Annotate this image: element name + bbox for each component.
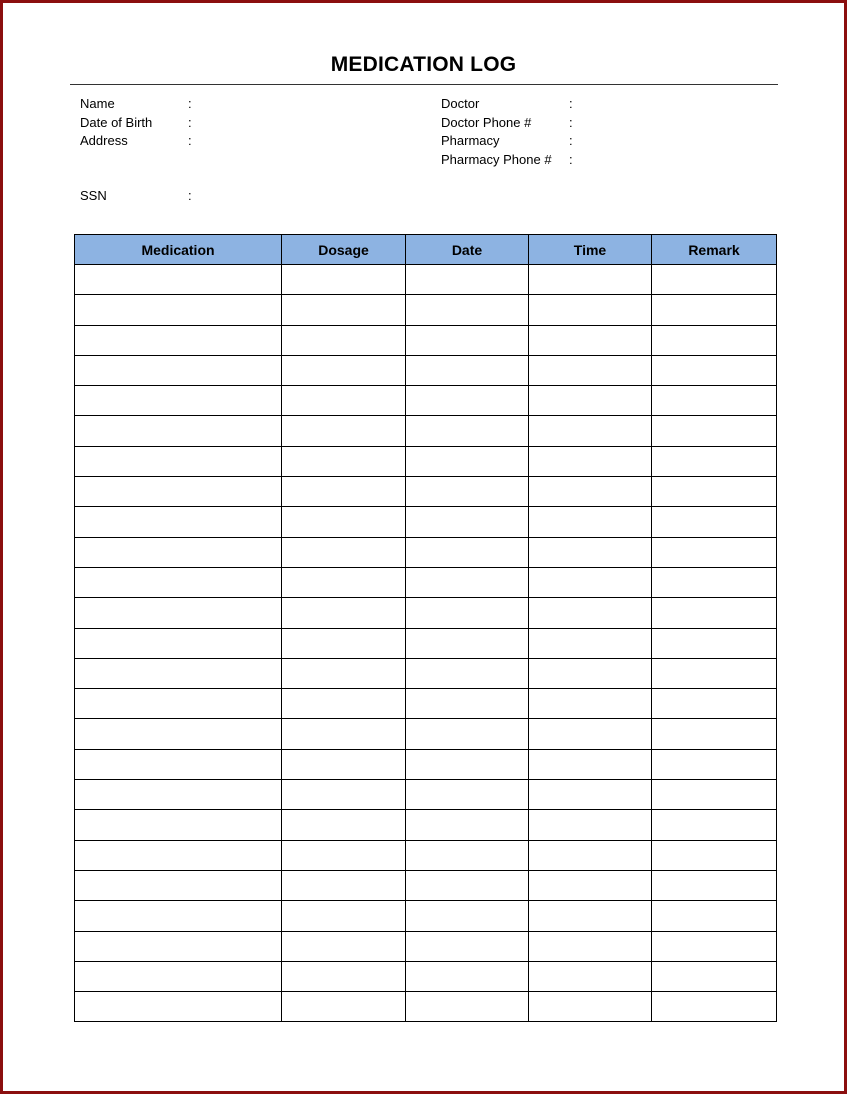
cell-time[interactable]	[529, 355, 652, 385]
table-row	[75, 628, 777, 658]
cell-time[interactable]	[529, 870, 652, 900]
cell-dosage[interactable]	[282, 537, 406, 567]
cell-time[interactable]	[529, 810, 652, 840]
cell-time[interactable]	[529, 537, 652, 567]
address-colon: :	[188, 133, 192, 148]
doctor-phone-colon: :	[569, 115, 573, 130]
cell-time[interactable]	[529, 719, 652, 749]
cell-date[interactable]	[406, 416, 529, 446]
cell-time[interactable]	[529, 749, 652, 779]
ssn-colon: :	[188, 188, 192, 203]
ssn-label: SSN	[80, 188, 107, 203]
cell-date[interactable]	[406, 477, 529, 507]
table-row	[75, 749, 777, 779]
cell-medication[interactable]	[75, 961, 282, 991]
cell-medication[interactable]	[75, 416, 282, 446]
table-row	[75, 870, 777, 900]
cell-time[interactable]	[529, 780, 652, 810]
table-row	[75, 325, 777, 355]
cell-remark[interactable]	[652, 386, 777, 416]
table-header-row	[75, 235, 777, 265]
table-row	[75, 598, 777, 628]
cell-remark[interactable]	[652, 507, 777, 537]
cell-remark[interactable]	[652, 689, 777, 719]
column-header-time: Time	[529, 235, 652, 265]
dob-label: Date of Birth	[80, 115, 153, 130]
cell-remark[interactable]	[652, 901, 777, 931]
cell-time[interactable]	[529, 931, 652, 961]
name-label: Name	[80, 96, 115, 111]
cell-medication[interactable]	[75, 265, 282, 295]
table-row	[75, 265, 777, 295]
cell-medication[interactable]	[75, 295, 282, 325]
table-row	[75, 355, 777, 385]
table-row	[75, 689, 777, 719]
cell-remark[interactable]	[652, 780, 777, 810]
pharmacy-phone-colon: :	[569, 152, 573, 167]
cell-medication[interactable]	[75, 598, 282, 628]
cell-time[interactable]	[529, 628, 652, 658]
doctor-colon: :	[569, 96, 573, 111]
cell-time[interactable]	[529, 992, 652, 1022]
cell-dosage[interactable]	[282, 749, 406, 779]
cell-medication[interactable]	[75, 477, 282, 507]
cell-remark[interactable]	[652, 749, 777, 779]
cell-remark[interactable]	[652, 840, 777, 870]
cell-remark[interactable]	[652, 355, 777, 385]
pharmacy-colon: :	[569, 133, 573, 148]
cell-medication[interactable]	[75, 446, 282, 476]
table-row	[75, 810, 777, 840]
cell-dosage[interactable]	[282, 961, 406, 991]
cell-medication[interactable]	[75, 567, 282, 597]
pharmacy-phone-label: Pharmacy Phone #	[441, 152, 552, 167]
table-row	[75, 477, 777, 507]
cell-dosage[interactable]	[282, 416, 406, 446]
cell-medication[interactable]	[75, 386, 282, 416]
cell-remark[interactable]	[652, 537, 777, 567]
cell-medication[interactable]	[75, 749, 282, 779]
document-title: MEDICATION LOG	[330, 53, 517, 76]
name-colon: :	[188, 96, 192, 111]
cell-remark[interactable]	[652, 416, 777, 446]
table-body	[75, 265, 777, 1022]
cell-dosage[interactable]	[282, 840, 406, 870]
table-row	[75, 507, 777, 537]
table-row	[75, 386, 777, 416]
cell-medication[interactable]	[75, 658, 282, 688]
cell-date[interactable]	[406, 325, 529, 355]
cell-remark[interactable]	[652, 961, 777, 991]
table-row	[75, 446, 777, 476]
pharmacy-label: Pharmacy	[441, 133, 500, 148]
cell-date[interactable]	[406, 870, 529, 900]
cell-time[interactable]	[529, 386, 652, 416]
cell-date[interactable]	[406, 719, 529, 749]
table-row	[75, 780, 777, 810]
table-row	[75, 416, 777, 446]
cell-dosage[interactable]	[282, 810, 406, 840]
cell-medication[interactable]	[75, 628, 282, 658]
cell-date[interactable]	[406, 628, 529, 658]
cell-medication[interactable]	[75, 780, 282, 810]
cell-remark[interactable]	[652, 598, 777, 628]
cell-remark[interactable]	[652, 325, 777, 355]
cell-time[interactable]	[529, 901, 652, 931]
cell-dosage[interactable]	[282, 567, 406, 597]
cell-medication[interactable]	[75, 689, 282, 719]
cell-date[interactable]	[406, 961, 529, 991]
table-row	[75, 901, 777, 931]
cell-dosage[interactable]	[282, 598, 406, 628]
cell-dosage[interactable]	[282, 870, 406, 900]
cell-dosage[interactable]	[282, 628, 406, 658]
table-row	[75, 658, 777, 688]
cell-dosage[interactable]	[282, 265, 406, 295]
cell-time[interactable]	[529, 507, 652, 537]
table-row	[75, 840, 777, 870]
cell-dosage[interactable]	[282, 658, 406, 688]
cell-date[interactable]	[406, 295, 529, 325]
cell-remark[interactable]	[652, 931, 777, 961]
cell-dosage[interactable]	[282, 295, 406, 325]
cell-medication[interactable]	[75, 537, 282, 567]
cell-date[interactable]	[406, 840, 529, 870]
doctor-phone-label: Doctor Phone #	[441, 115, 532, 130]
cell-date[interactable]	[406, 507, 529, 537]
cell-dosage[interactable]	[282, 386, 406, 416]
cell-dosage[interactable]	[282, 719, 406, 749]
cell-dosage[interactable]	[282, 931, 406, 961]
cell-dosage[interactable]	[282, 446, 406, 476]
cell-dosage[interactable]	[282, 507, 406, 537]
table-row	[75, 992, 777, 1022]
cell-time[interactable]	[529, 295, 652, 325]
table-row	[75, 567, 777, 597]
cell-time[interactable]	[529, 598, 652, 628]
cell-date[interactable]	[406, 598, 529, 628]
cell-date[interactable]	[406, 658, 529, 688]
cell-dosage[interactable]	[282, 355, 406, 385]
cell-time[interactable]	[529, 689, 652, 719]
cell-date[interactable]	[406, 749, 529, 779]
cell-date[interactable]	[406, 265, 529, 295]
cell-medication[interactable]	[75, 870, 282, 900]
column-header-medication: Medication	[75, 235, 282, 265]
cell-medication[interactable]	[75, 992, 282, 1022]
address-label: Address	[80, 133, 128, 148]
cell-date[interactable]	[406, 567, 529, 597]
title-underline	[70, 84, 778, 85]
cell-medication[interactable]	[75, 355, 282, 385]
column-header-remark: Remark	[652, 235, 777, 265]
cell-remark[interactable]	[652, 477, 777, 507]
table-row	[75, 719, 777, 749]
cell-date[interactable]	[406, 931, 529, 961]
doctor-label: Doctor	[441, 96, 480, 111]
cell-medication[interactable]	[75, 719, 282, 749]
cell-medication[interactable]	[75, 810, 282, 840]
cell-date[interactable]	[406, 537, 529, 567]
cell-dosage[interactable]	[282, 992, 406, 1022]
cell-remark[interactable]	[652, 810, 777, 840]
cell-dosage[interactable]	[282, 477, 406, 507]
dob-colon: :	[188, 115, 192, 130]
column-header-date: Date	[406, 235, 529, 265]
cell-date[interactable]	[406, 386, 529, 416]
cell-time[interactable]	[529, 325, 652, 355]
cell-dosage[interactable]	[282, 689, 406, 719]
table-row	[75, 961, 777, 991]
cell-time[interactable]	[529, 416, 652, 446]
cell-remark[interactable]	[652, 567, 777, 597]
cell-medication[interactable]	[75, 507, 282, 537]
cell-time[interactable]	[529, 477, 652, 507]
cell-medication[interactable]	[75, 901, 282, 931]
table-row	[75, 537, 777, 567]
cell-remark[interactable]	[652, 628, 777, 658]
cell-remark[interactable]	[652, 265, 777, 295]
cell-dosage[interactable]	[282, 325, 406, 355]
cell-remark[interactable]	[652, 295, 777, 325]
cell-date[interactable]	[406, 810, 529, 840]
cell-dosage[interactable]	[282, 780, 406, 810]
cell-remark[interactable]	[652, 446, 777, 476]
cell-date[interactable]	[406, 901, 529, 931]
cell-date[interactable]	[406, 992, 529, 1022]
cell-medication[interactable]	[75, 931, 282, 961]
column-header-dosage: Dosage	[282, 235, 406, 265]
cell-remark[interactable]	[652, 658, 777, 688]
cell-time[interactable]	[529, 446, 652, 476]
cell-time[interactable]	[529, 567, 652, 597]
cell-time[interactable]	[529, 961, 652, 991]
medication-table	[74, 234, 777, 1022]
table-row	[75, 931, 777, 961]
cell-remark[interactable]	[652, 719, 777, 749]
cell-remark[interactable]	[652, 992, 777, 1022]
cell-time[interactable]	[529, 840, 652, 870]
table-row	[75, 295, 777, 325]
cell-time[interactable]	[529, 658, 652, 688]
cell-date[interactable]	[406, 446, 529, 476]
cell-date[interactable]	[406, 689, 529, 719]
cell-medication[interactable]	[75, 325, 282, 355]
cell-time[interactable]	[529, 265, 652, 295]
cell-date[interactable]	[406, 355, 529, 385]
cell-date[interactable]	[406, 780, 529, 810]
cell-remark[interactable]	[652, 870, 777, 900]
cell-medication[interactable]	[75, 840, 282, 870]
cell-dosage[interactable]	[282, 901, 406, 931]
